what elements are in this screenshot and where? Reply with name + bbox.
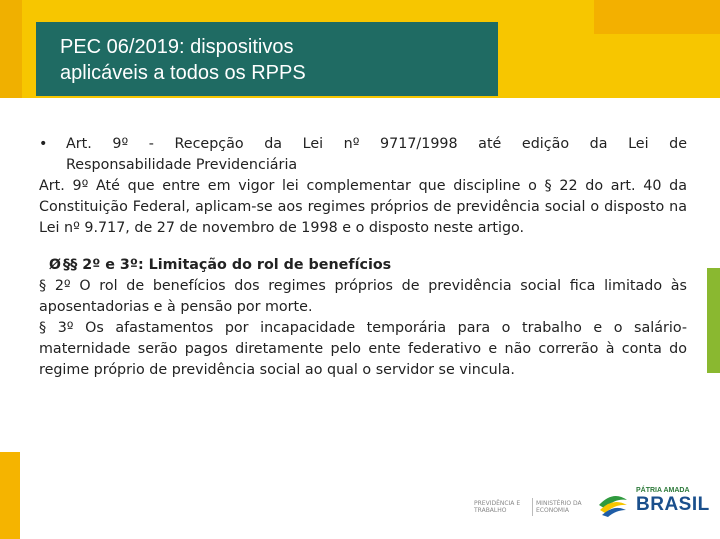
brasil-flag-icon [596, 488, 630, 518]
bullet-text-line2: Responsabilidade Previdenciária [66, 157, 298, 173]
bullet-icon: • [39, 136, 48, 152]
par3-paragraph: § 3º Os afastamentos por incapacidade temporária para o trabalho e o salário-maternidade serão pagos diretamente pelo ente federativo e não correrão à conta do regime próprio de previdência social ao qual o servidor se vincula. [39, 320, 687, 378]
header-right-block [594, 0, 720, 34]
ministerio-label: MINISTÉRIO DA ECONOMIA [536, 500, 582, 514]
bullet-item [39, 134, 687, 176]
slide-title [60, 34, 490, 86]
subheading-text: §§ 2º e 3º: Limitação do rol de benefícios [63, 257, 392, 273]
slide-title-line2: aplicáveis a todos os RPPS [60, 62, 306, 84]
footer-logos [468, 486, 708, 526]
par2-paragraph: § 2º O rol de benefícios dos regimes próprios de previdência social fica limitado às aposentadorias e à pensão por morte. [39, 278, 687, 315]
bullet-text-line1: Art. 9º - Recepção da Lei nº 9717/1998 até edição da Lei de [66, 136, 687, 152]
brasil-tagline: PÁTRIA AMADA [636, 487, 690, 494]
footer-divider [532, 498, 533, 516]
art9-paragraph: Art. 9º Até que entre em vigor lei complementar que discipline o § 22 do art. 40 da Constituição Federal, aplicam-se aos regimes próprios de previdência social o disposto na Lei nº 9.717, de 27 de novembro de 1998 e o disposto neste artigo. [39, 178, 687, 236]
previdencia-label: PREVIDÊNCIA E TRABALHO [474, 500, 521, 514]
brasil-logo-text: BRASIL [636, 494, 710, 515]
right-green-bar [707, 268, 720, 373]
subheading [39, 255, 687, 276]
slide-content [39, 134, 687, 381]
left-yellow-bar [0, 452, 20, 539]
slide-title-line1: PEC 06/2019: dispositivos [60, 36, 294, 58]
header-left-strip [0, 0, 22, 98]
arrow-bullet-icon: Ø [49, 257, 61, 273]
